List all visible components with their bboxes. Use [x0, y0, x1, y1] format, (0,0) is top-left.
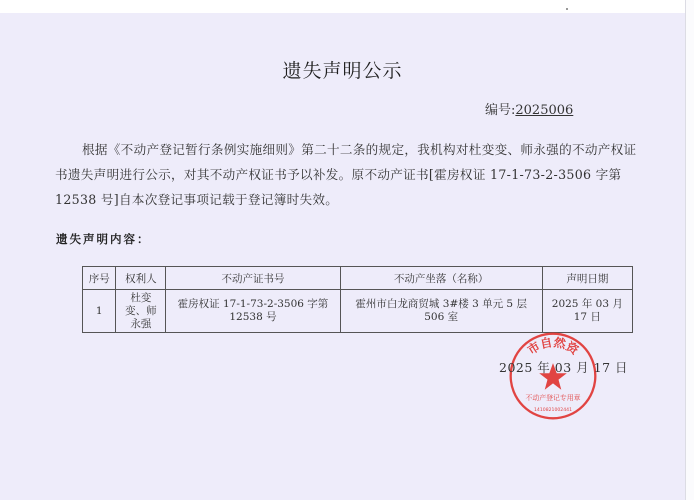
page-edge	[685, 0, 694, 500]
section-label: 遗失声明内容：	[56, 232, 151, 246]
document-number-label: 编号:	[485, 103, 516, 118]
seal-serial: 1410821002441	[534, 407, 572, 413]
official-seal-icon	[507, 330, 599, 422]
seal-top-text: 市自然资	[525, 335, 581, 358]
cell-cert-no: 霍房权证 17-1-73-2-3506 字第 12538 号	[166, 290, 341, 333]
body-paragraph: 根据《不动产登记暂行条例实施细则》第二十二条的规定，我机构对杜变变、师永强的不动产权证书遗失声明进行公示，对其不动产权证书予以补发。原不动产证书[霍房权证 17-1-73-2-3506 字第 12538 号]自本次登记事项记载于登记簿时失效。	[55, 142, 637, 207]
header-no: 序号	[83, 267, 116, 290]
header-cert-no: 不动产证书号	[166, 267, 341, 290]
document-title: 遗失声明公示	[282, 60, 403, 82]
signature-date: 2025 年 03 月 17 日	[499, 360, 628, 375]
header-owner: 权利人	[116, 267, 166, 290]
records-table	[82, 266, 633, 333]
cell-location: 霍州市白龙商贸城 3#楼 3 单元 5 层 506 室	[340, 290, 542, 333]
table-row	[83, 290, 633, 333]
cell-owner: 杜变变、师永强	[116, 290, 166, 333]
scan-speck	[566, 8, 568, 10]
header-date: 声明日期	[542, 267, 632, 290]
seal-bottom-text: 不动产登记专用章	[525, 393, 581, 402]
header-location: 不动产坐落（名称）	[340, 267, 542, 290]
table-header-row	[83, 267, 633, 290]
document-page	[0, 13, 685, 500]
cell-date: 2025 年 03 月 17 日	[542, 290, 632, 333]
cell-no: 1	[83, 290, 116, 333]
document-number-value: 2025006	[515, 103, 574, 118]
document-number	[485, 99, 573, 118]
